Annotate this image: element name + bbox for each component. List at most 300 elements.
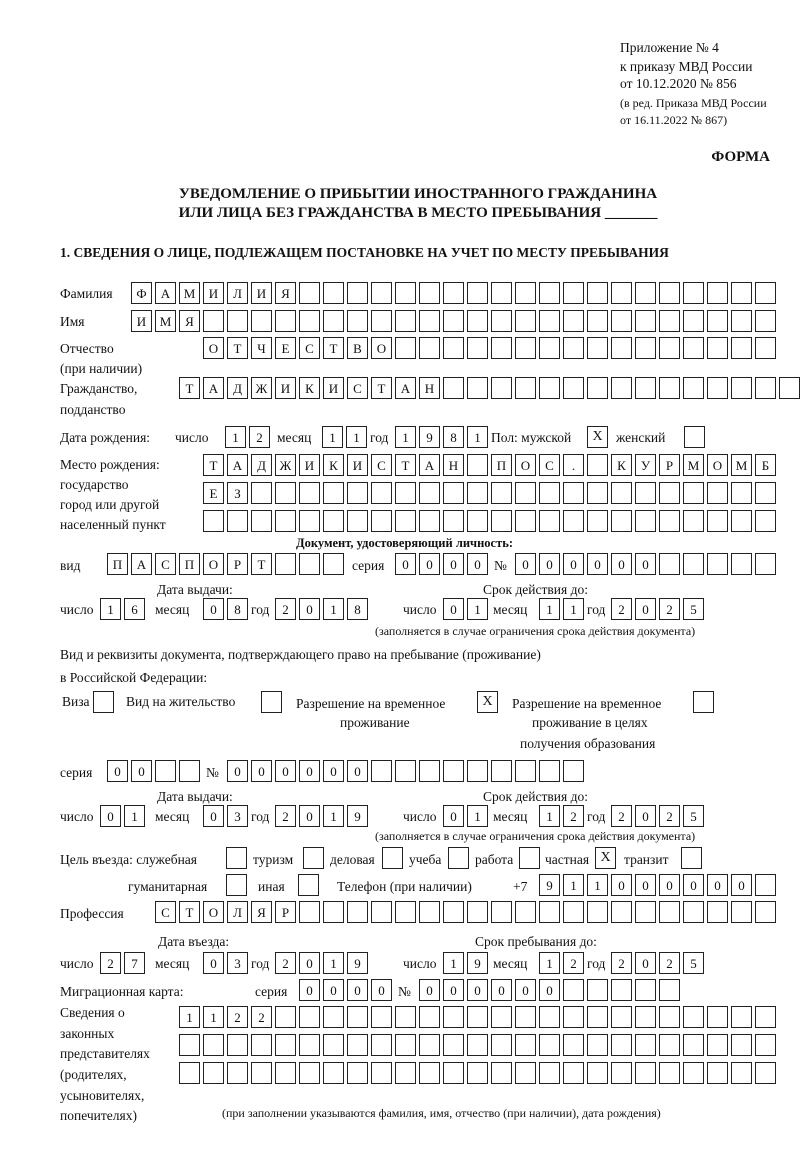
- char-box[interactable]: Я: [251, 901, 272, 923]
- char-box[interactable]: [395, 337, 416, 359]
- char-box[interactable]: 1: [323, 805, 344, 827]
- surname-field[interactable]: [131, 282, 776, 304]
- char-box[interactable]: [395, 1006, 416, 1028]
- char-box[interactable]: [731, 1006, 752, 1028]
- char-box[interactable]: [467, 1034, 488, 1056]
- char-box[interactable]: [587, 901, 608, 923]
- char-box[interactable]: [275, 482, 296, 504]
- char-box[interactable]: [491, 282, 512, 304]
- char-box[interactable]: [635, 1006, 656, 1028]
- char-box[interactable]: [155, 760, 176, 782]
- char-box[interactable]: [443, 377, 464, 399]
- char-box[interactable]: [323, 1034, 344, 1056]
- sex-male-checkbox[interactable]: X: [587, 426, 608, 448]
- char-box[interactable]: [755, 310, 776, 332]
- char-box[interactable]: [539, 901, 560, 923]
- char-box[interactable]: [563, 482, 584, 504]
- char-box[interactable]: [323, 310, 344, 332]
- char-box[interactable]: [251, 482, 272, 504]
- char-box[interactable]: [323, 1006, 344, 1028]
- char-box[interactable]: [491, 1062, 512, 1084]
- char-box[interactable]: [491, 901, 512, 923]
- char-box[interactable]: [443, 337, 464, 359]
- doc-type-field[interactable]: [107, 553, 344, 575]
- char-box[interactable]: 0: [683, 874, 704, 896]
- char-box[interactable]: [563, 510, 584, 532]
- char-box[interactable]: [587, 310, 608, 332]
- char-box[interactable]: [371, 1062, 392, 1084]
- char-box[interactable]: [755, 1062, 776, 1084]
- char-box[interactable]: [707, 310, 728, 332]
- char-box[interactable]: 0: [251, 760, 272, 782]
- permit-valid-day[interactable]: [443, 805, 488, 827]
- char-box[interactable]: [731, 1062, 752, 1084]
- char-box[interactable]: [491, 510, 512, 532]
- char-box[interactable]: 9: [347, 805, 368, 827]
- char-box[interactable]: Я: [275, 282, 296, 304]
- char-box[interactable]: [611, 510, 632, 532]
- visa-checkbox[interactable]: [93, 691, 114, 713]
- char-box[interactable]: [443, 1034, 464, 1056]
- char-box[interactable]: [251, 1034, 272, 1056]
- char-box[interactable]: О: [707, 454, 728, 476]
- char-box[interactable]: [539, 377, 560, 399]
- char-box[interactable]: [419, 1062, 440, 1084]
- char-box[interactable]: [611, 1034, 632, 1056]
- doc-series-field[interactable]: [395, 553, 488, 575]
- char-box[interactable]: 2: [659, 952, 680, 974]
- char-box[interactable]: [563, 1034, 584, 1056]
- char-box[interactable]: [371, 1006, 392, 1028]
- char-box[interactable]: [731, 377, 752, 399]
- doc-issue-day[interactable]: [100, 598, 145, 620]
- migration-number-field[interactable]: [419, 979, 680, 1001]
- char-box[interactable]: [539, 1006, 560, 1028]
- char-box[interactable]: [347, 310, 368, 332]
- doc-valid-month[interactable]: [539, 598, 584, 620]
- char-box[interactable]: [467, 282, 488, 304]
- char-box[interactable]: 0: [611, 874, 632, 896]
- char-box[interactable]: 2: [563, 805, 584, 827]
- char-box[interactable]: 2: [611, 952, 632, 974]
- char-box[interactable]: [323, 1062, 344, 1084]
- char-box[interactable]: 0: [299, 598, 320, 620]
- char-box[interactable]: [731, 482, 752, 504]
- char-box[interactable]: С: [347, 377, 368, 399]
- char-box[interactable]: [467, 310, 488, 332]
- char-box[interactable]: И: [251, 282, 272, 304]
- char-box[interactable]: [539, 1034, 560, 1056]
- char-box[interactable]: [563, 979, 584, 1001]
- purpose-business-checkbox[interactable]: [382, 847, 403, 869]
- char-box[interactable]: 0: [563, 553, 584, 575]
- char-box[interactable]: С: [299, 337, 320, 359]
- purpose-humanitarian-checkbox[interactable]: [226, 874, 247, 896]
- char-box[interactable]: [539, 310, 560, 332]
- char-box[interactable]: [635, 510, 656, 532]
- char-box[interactable]: Т: [179, 377, 200, 399]
- char-box[interactable]: Ф: [131, 282, 152, 304]
- char-box[interactable]: 0: [299, 979, 320, 1001]
- char-box[interactable]: [539, 337, 560, 359]
- char-box[interactable]: [251, 1062, 272, 1084]
- char-box[interactable]: 9: [539, 874, 560, 896]
- char-box[interactable]: П: [107, 553, 128, 575]
- permit-issue-day[interactable]: [100, 805, 145, 827]
- char-box[interactable]: [347, 510, 368, 532]
- char-box[interactable]: [659, 979, 680, 1001]
- char-box[interactable]: 1: [322, 426, 343, 448]
- char-box[interactable]: [443, 310, 464, 332]
- char-box[interactable]: 2: [249, 426, 270, 448]
- char-box[interactable]: Д: [227, 377, 248, 399]
- char-box[interactable]: 0: [395, 553, 416, 575]
- char-box[interactable]: [635, 1062, 656, 1084]
- char-box[interactable]: [491, 377, 512, 399]
- char-box[interactable]: [587, 1006, 608, 1028]
- char-box[interactable]: [539, 282, 560, 304]
- edu-permit-checkbox[interactable]: [693, 691, 714, 713]
- char-box[interactable]: [371, 310, 392, 332]
- char-box[interactable]: 0: [443, 553, 464, 575]
- char-box[interactable]: 5: [683, 805, 704, 827]
- char-box[interactable]: 1: [346, 426, 367, 448]
- char-box[interactable]: [491, 482, 512, 504]
- char-box[interactable]: 0: [491, 979, 512, 1001]
- char-box[interactable]: 1: [467, 805, 488, 827]
- char-box[interactable]: [371, 760, 392, 782]
- doc-number-field[interactable]: [515, 553, 776, 575]
- char-box[interactable]: Н: [419, 377, 440, 399]
- char-box[interactable]: 0: [443, 979, 464, 1001]
- char-box[interactable]: [659, 337, 680, 359]
- char-box[interactable]: 3: [227, 805, 248, 827]
- char-box[interactable]: М: [155, 310, 176, 332]
- char-box[interactable]: [611, 482, 632, 504]
- purpose-study-checkbox[interactable]: [448, 847, 469, 869]
- char-box[interactable]: Я: [179, 310, 200, 332]
- representatives-field-1[interactable]: [179, 1006, 776, 1028]
- char-box[interactable]: 1: [467, 426, 488, 448]
- char-box[interactable]: [611, 282, 632, 304]
- char-box[interactable]: [587, 482, 608, 504]
- char-box[interactable]: [299, 482, 320, 504]
- char-box[interactable]: [587, 454, 608, 476]
- char-box[interactable]: А: [395, 377, 416, 399]
- char-box[interactable]: [731, 282, 752, 304]
- char-box[interactable]: 0: [443, 805, 464, 827]
- residence-checkbox[interactable]: [261, 691, 282, 713]
- char-box[interactable]: Л: [227, 282, 248, 304]
- char-box[interactable]: [491, 760, 512, 782]
- char-box[interactable]: Л: [227, 901, 248, 923]
- char-box[interactable]: [611, 901, 632, 923]
- char-box[interactable]: [251, 310, 272, 332]
- char-box[interactable]: [179, 760, 200, 782]
- char-box[interactable]: [659, 482, 680, 504]
- stay-year[interactable]: [611, 952, 704, 974]
- doc-valid-year[interactable]: [611, 598, 704, 620]
- permit-number-field[interactable]: [227, 760, 584, 782]
- char-box[interactable]: А: [419, 454, 440, 476]
- char-box[interactable]: [635, 377, 656, 399]
- char-box[interactable]: 1: [563, 874, 584, 896]
- char-box[interactable]: 0: [635, 805, 656, 827]
- char-box[interactable]: [683, 282, 704, 304]
- char-box[interactable]: [347, 1034, 368, 1056]
- char-box[interactable]: [419, 482, 440, 504]
- char-box[interactable]: [347, 282, 368, 304]
- char-box[interactable]: [683, 1006, 704, 1028]
- char-box[interactable]: 1: [539, 598, 560, 620]
- char-box[interactable]: И: [275, 377, 296, 399]
- birth-year-field[interactable]: [395, 426, 488, 448]
- char-box[interactable]: О: [203, 337, 224, 359]
- char-box[interactable]: [707, 553, 728, 575]
- char-box[interactable]: 0: [419, 553, 440, 575]
- char-box[interactable]: 2: [659, 598, 680, 620]
- char-box[interactable]: [755, 510, 776, 532]
- char-box[interactable]: 1: [395, 426, 416, 448]
- char-box[interactable]: А: [155, 282, 176, 304]
- char-box[interactable]: [443, 760, 464, 782]
- char-box[interactable]: [539, 482, 560, 504]
- char-box[interactable]: 2: [251, 1006, 272, 1028]
- char-box[interactable]: [683, 553, 704, 575]
- birthplace-field-3[interactable]: [203, 510, 776, 532]
- char-box[interactable]: [419, 337, 440, 359]
- char-box[interactable]: [323, 901, 344, 923]
- char-box[interactable]: [707, 1034, 728, 1056]
- char-box[interactable]: [635, 1034, 656, 1056]
- char-box[interactable]: [659, 510, 680, 532]
- char-box[interactable]: [515, 1006, 536, 1028]
- temp-permit-checkbox[interactable]: X: [477, 691, 498, 713]
- char-box[interactable]: [731, 553, 752, 575]
- purpose-other-checkbox[interactable]: [298, 874, 319, 896]
- char-box[interactable]: Б: [755, 454, 776, 476]
- char-box[interactable]: П: [491, 454, 512, 476]
- char-box[interactable]: [467, 760, 488, 782]
- char-box[interactable]: [467, 1062, 488, 1084]
- char-box[interactable]: [275, 1034, 296, 1056]
- char-box[interactable]: С: [539, 454, 560, 476]
- char-box[interactable]: 0: [539, 979, 560, 1001]
- char-box[interactable]: 1: [467, 598, 488, 620]
- char-box[interactable]: [395, 510, 416, 532]
- char-box[interactable]: [395, 282, 416, 304]
- char-box[interactable]: М: [683, 454, 704, 476]
- char-box[interactable]: 1: [203, 1006, 224, 1028]
- doc-valid-day[interactable]: [443, 598, 488, 620]
- char-box[interactable]: [371, 482, 392, 504]
- char-box[interactable]: 0: [467, 979, 488, 1001]
- char-box[interactable]: [395, 1034, 416, 1056]
- permit-valid-month[interactable]: [539, 805, 584, 827]
- char-box[interactable]: 2: [275, 805, 296, 827]
- purpose-official-checkbox[interactable]: [226, 847, 247, 869]
- purpose-work-checkbox[interactable]: [519, 847, 540, 869]
- char-box[interactable]: 0: [707, 874, 728, 896]
- char-box[interactable]: [563, 282, 584, 304]
- char-box[interactable]: [707, 901, 728, 923]
- name-field[interactable]: [131, 310, 776, 332]
- patronymic-field[interactable]: [203, 337, 776, 359]
- stay-day[interactable]: [443, 952, 488, 974]
- char-box[interactable]: [707, 282, 728, 304]
- char-box[interactable]: А: [131, 553, 152, 575]
- char-box[interactable]: [539, 1062, 560, 1084]
- profession-field[interactable]: [155, 901, 776, 923]
- char-box[interactable]: [635, 901, 656, 923]
- char-box[interactable]: [347, 901, 368, 923]
- char-box[interactable]: [755, 901, 776, 923]
- permit-issue-month[interactable]: [203, 805, 248, 827]
- char-box[interactable]: [299, 1034, 320, 1056]
- char-box[interactable]: Н: [443, 454, 464, 476]
- char-box[interactable]: 0: [515, 979, 536, 1001]
- char-box[interactable]: 2: [659, 805, 680, 827]
- char-box[interactable]: З: [227, 482, 248, 504]
- char-box[interactable]: [563, 310, 584, 332]
- char-box[interactable]: [467, 1006, 488, 1028]
- char-box[interactable]: Е: [275, 337, 296, 359]
- char-box[interactable]: [323, 282, 344, 304]
- char-box[interactable]: [659, 377, 680, 399]
- char-box[interactable]: [467, 337, 488, 359]
- char-box[interactable]: [539, 510, 560, 532]
- char-box[interactable]: [275, 1062, 296, 1084]
- char-box[interactable]: 0: [107, 760, 128, 782]
- char-box[interactable]: 1: [563, 598, 584, 620]
- char-box[interactable]: [587, 282, 608, 304]
- char-box[interactable]: Т: [395, 454, 416, 476]
- char-box[interactable]: 1: [443, 952, 464, 974]
- char-box[interactable]: 0: [275, 760, 296, 782]
- char-box[interactable]: Т: [323, 337, 344, 359]
- char-box[interactable]: [731, 1034, 752, 1056]
- char-box[interactable]: [227, 510, 248, 532]
- char-box[interactable]: К: [299, 377, 320, 399]
- char-box[interactable]: [203, 1062, 224, 1084]
- char-box[interactable]: [275, 553, 296, 575]
- char-box[interactable]: 0: [203, 805, 224, 827]
- char-box[interactable]: 2: [275, 598, 296, 620]
- char-box[interactable]: С: [155, 553, 176, 575]
- char-box[interactable]: 0: [443, 598, 464, 620]
- char-box[interactable]: [683, 1062, 704, 1084]
- char-box[interactable]: 0: [611, 553, 632, 575]
- char-box[interactable]: [683, 1034, 704, 1056]
- char-box[interactable]: 0: [227, 760, 248, 782]
- char-box[interactable]: [515, 760, 536, 782]
- char-box[interactable]: [731, 901, 752, 923]
- char-box[interactable]: [683, 377, 704, 399]
- char-box[interactable]: 0: [323, 760, 344, 782]
- char-box[interactable]: [395, 482, 416, 504]
- char-box[interactable]: [731, 310, 752, 332]
- char-box[interactable]: [755, 282, 776, 304]
- birth-month-field[interactable]: [322, 426, 367, 448]
- char-box[interactable]: [443, 482, 464, 504]
- char-box[interactable]: [515, 901, 536, 923]
- char-box[interactable]: 9: [419, 426, 440, 448]
- char-box[interactable]: 8: [347, 598, 368, 620]
- char-box[interactable]: [323, 553, 344, 575]
- char-box[interactable]: [179, 1034, 200, 1056]
- char-box[interactable]: [563, 337, 584, 359]
- char-box[interactable]: [203, 510, 224, 532]
- char-box[interactable]: 3: [227, 952, 248, 974]
- phone-field[interactable]: [539, 874, 776, 896]
- char-box[interactable]: И: [299, 454, 320, 476]
- permit-issue-year[interactable]: [275, 805, 368, 827]
- char-box[interactable]: [515, 482, 536, 504]
- char-box[interactable]: [227, 310, 248, 332]
- char-box[interactable]: [659, 282, 680, 304]
- char-box[interactable]: 1: [323, 952, 344, 974]
- char-box[interactable]: [707, 377, 728, 399]
- char-box[interactable]: [299, 310, 320, 332]
- char-box[interactable]: [515, 1034, 536, 1056]
- char-box[interactable]: С: [155, 901, 176, 923]
- char-box[interactable]: 0: [347, 979, 368, 1001]
- char-box[interactable]: [299, 553, 320, 575]
- char-box[interactable]: 0: [347, 760, 368, 782]
- char-box[interactable]: П: [179, 553, 200, 575]
- char-box[interactable]: Т: [227, 337, 248, 359]
- char-box[interactable]: Т: [203, 454, 224, 476]
- char-box[interactable]: [563, 1006, 584, 1028]
- char-box[interactable]: У: [635, 454, 656, 476]
- char-box[interactable]: [611, 377, 632, 399]
- char-box[interactable]: [659, 553, 680, 575]
- char-box[interactable]: 0: [731, 874, 752, 896]
- char-box[interactable]: 8: [443, 426, 464, 448]
- char-box[interactable]: 0: [539, 553, 560, 575]
- char-box[interactable]: В: [347, 337, 368, 359]
- char-box[interactable]: [755, 553, 776, 575]
- char-box[interactable]: 1: [539, 952, 560, 974]
- char-box[interactable]: [419, 510, 440, 532]
- char-box[interactable]: [347, 482, 368, 504]
- representatives-field-2[interactable]: [179, 1034, 776, 1056]
- char-box[interactable]: [683, 482, 704, 504]
- char-box[interactable]: [443, 901, 464, 923]
- char-box[interactable]: [635, 337, 656, 359]
- char-box[interactable]: Ж: [275, 454, 296, 476]
- sex-female-checkbox[interactable]: [684, 426, 705, 448]
- char-box[interactable]: [467, 901, 488, 923]
- char-box[interactable]: 0: [467, 553, 488, 575]
- char-box[interactable]: [227, 1062, 248, 1084]
- char-box[interactable]: [299, 282, 320, 304]
- char-box[interactable]: 8: [227, 598, 248, 620]
- char-box[interactable]: [275, 1006, 296, 1028]
- permit-valid-year[interactable]: [611, 805, 704, 827]
- char-box[interactable]: О: [371, 337, 392, 359]
- char-box[interactable]: Д: [251, 454, 272, 476]
- char-box[interactable]: 1: [179, 1006, 200, 1028]
- char-box[interactable]: О: [203, 553, 224, 575]
- char-box[interactable]: [467, 377, 488, 399]
- char-box[interactable]: [611, 979, 632, 1001]
- char-box[interactable]: [419, 1006, 440, 1028]
- entry-month[interactable]: [203, 952, 248, 974]
- char-box[interactable]: 2: [227, 1006, 248, 1028]
- purpose-private-checkbox[interactable]: X: [595, 847, 616, 869]
- char-box[interactable]: [755, 1006, 776, 1028]
